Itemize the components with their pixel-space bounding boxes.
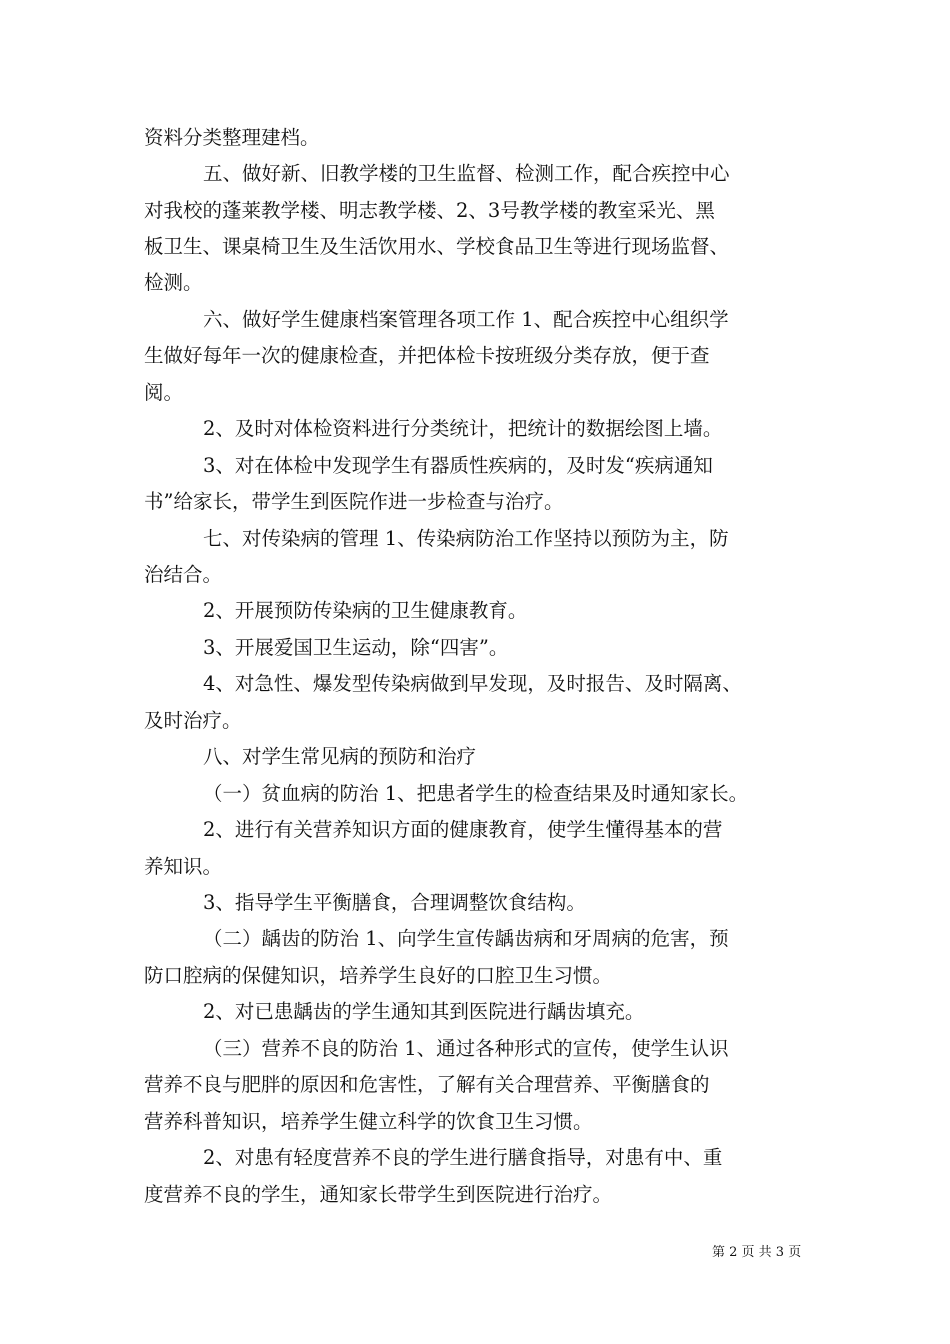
paragraph-line: 资料分类整理建档。 [144, 126, 320, 149]
paragraph-line: 及时治疗。 [144, 709, 242, 732]
paragraph-line: （一）贫血病的防治 1、把患者学生的检查结果及时通知家长。 [203, 782, 749, 805]
paragraph-line: 检测。 [144, 271, 203, 294]
paragraph-line: 板卫生、课桌椅卫生及生活饮用水、学校食品卫生等进行现场监督、 [144, 235, 730, 258]
paragraph-line: 防口腔病的保健知识，培养学生良好的口腔卫生习惯。 [144, 964, 613, 987]
paragraph-line: 养知识。 [144, 855, 223, 878]
paragraph-line: 五、做好新、旧教学楼的卫生监督、检测工作，配合疾控中心 [203, 162, 730, 185]
paragraph-line: （二）龋齿的防治 1、向学生宣传龋齿病和牙周病的危害，预 [203, 927, 729, 950]
paragraph-line: 度营养不良的学生，通知家长带学生到医院进行治疗。 [144, 1183, 613, 1206]
paragraph-line: 八、对学生常见病的预防和治疗 [203, 745, 477, 768]
paragraph-line: 3、指导学生平衡膳食，合理调整饮食结构。 [203, 891, 586, 914]
paragraph-line: 阅。 [144, 381, 184, 404]
paragraph-line: 4、对急性、爆发型传染病做到早发现，及时报告、及时隔离、 [203, 672, 742, 695]
paragraph-line: （三）营养不良的防治 1、通过各种形式的宣传，使学生认识 [203, 1037, 729, 1060]
paragraph-line: 治结合。 [144, 563, 223, 586]
page-number: 第 2 页 共 3 页 [712, 1245, 802, 1260]
paragraph-line: 书”给家长，带学生到医院作进一步检查与治疗。 [144, 490, 564, 513]
paragraph-line: 3、对在体检中发现学生有器质性疾病的，及时发“疾病通知 [203, 454, 713, 477]
paragraph-line: 七、对传染病的管理 1、传染病防治工作坚持以预防为主，防 [203, 527, 729, 550]
paragraph-line: 营养不良与肥胖的原因和危害性，了解有关合理营养、平衡膳食的 [144, 1073, 710, 1096]
paragraph-line: 六、做好学生健康档案管理各项工作 1、配合疾控中心组织学 [203, 308, 729, 331]
paragraph-line: 营养科普知识，培养学生健立科学的饮食卫生习惯。 [144, 1110, 593, 1133]
paragraph-line: 2、进行有关营养知识方面的健康教育，使学生懂得基本的营 [203, 818, 723, 841]
paragraph-line: 2、开展预防传染病的卫生健康教育。 [203, 599, 528, 622]
paragraph-line: 2、对已患龋齿的学生通知其到医院进行龋齿填充。 [203, 1000, 645, 1023]
paragraph-line: 对我校的蓬莱教学楼、明志教学楼、2、3号教学楼的教室采光、黑 [144, 199, 715, 222]
paragraph-line: 生做好每年一次的健康检查，并把体检卡按班级分类存放，便于查 [144, 344, 710, 367]
paragraph-line: 2、对患有轻度营养不良的学生进行膳食指导，对患有中、重 [203, 1146, 723, 1169]
paragraph-line: 2、及时对体检资料进行分类统计，把统计的数据绘图上墙。 [203, 417, 723, 440]
paragraph-line: 3、开展爱国卫生运动，除“四害”。 [203, 636, 509, 659]
